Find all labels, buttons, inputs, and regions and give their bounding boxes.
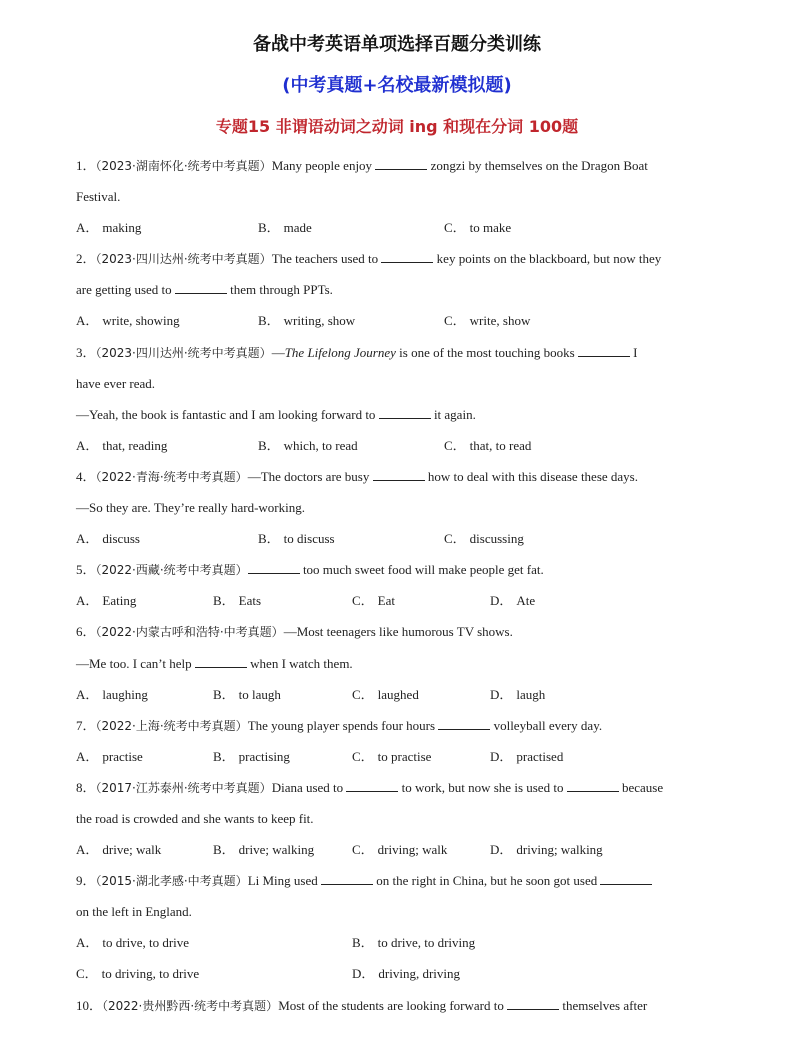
question-stem-line <box>76 616 726 647</box>
option-letter: C． <box>444 313 466 329</box>
stem-text: Festival. <box>76 189 121 205</box>
question-stem-line <box>76 865 726 896</box>
options-row <box>76 212 726 243</box>
answer-option[interactable] <box>352 741 431 772</box>
question-list <box>76 150 726 1021</box>
answer-option[interactable] <box>213 679 281 710</box>
answer-option[interactable] <box>258 430 358 461</box>
option-text: driving; walking <box>516 842 603 858</box>
question-number: 3． <box>76 344 96 360</box>
answer-blank <box>321 871 373 885</box>
options-row <box>76 958 726 989</box>
stem-text: zongzi by themselves on the Dragon Boat <box>427 158 648 173</box>
question-number: 5． <box>76 562 96 578</box>
question-stem-line <box>76 990 726 1021</box>
question-item <box>76 150 726 243</box>
options-row <box>76 741 726 772</box>
stem-text: Diana used to <box>271 779 347 795</box>
stem-text: to work, but now she is used to <box>398 779 567 795</box>
option-text: practising <box>238 748 290 764</box>
option-text: to discuss <box>283 531 335 547</box>
option-text: Ate <box>516 593 536 609</box>
option-letter: C． <box>76 966 98 982</box>
option-letter: D． <box>352 966 375 982</box>
stem-text: it again. <box>430 406 476 422</box>
question-item <box>76 772 726 865</box>
stem-text: —Most teenagers like humorous TV shows. <box>283 624 513 640</box>
answer-option[interactable] <box>76 834 161 865</box>
option-text: drive; walk <box>102 842 162 858</box>
answer-option[interactable] <box>490 741 563 772</box>
answer-option[interactable] <box>352 834 447 865</box>
option-letter: A． <box>76 842 99 858</box>
stem-text: are getting used to <box>76 282 175 298</box>
question-source: （2023·四川达州·统考中考真题） <box>95 345 272 360</box>
answer-blank <box>375 156 427 170</box>
option-text: making <box>102 220 142 236</box>
stem-text: I <box>629 344 638 360</box>
question-stem-line <box>76 710 726 741</box>
document-title: 备战中考英语单项选择百题分类训练 <box>253 34 541 55</box>
stem-text: —Me too. I can’t help <box>76 655 195 671</box>
option-letter: C． <box>352 686 374 702</box>
answer-option[interactable] <box>490 585 535 616</box>
answer-blank <box>507 996 559 1010</box>
option-text: write, showing <box>102 313 180 329</box>
option-letter: C． <box>444 531 466 547</box>
question-number: 4． <box>76 468 96 484</box>
stem-text: on the right in China, but he soon got used <box>373 873 601 889</box>
answer-option[interactable] <box>76 523 140 554</box>
question-source: （2022·贵州黔西·统考中考真题） <box>102 998 279 1013</box>
option-text: Eat <box>377 593 395 609</box>
options-row <box>76 585 726 616</box>
question-source: （2022·上海·统考中考真题） <box>95 718 248 733</box>
option-letter: B． <box>258 437 280 453</box>
option-letter: A． <box>76 935 99 951</box>
answer-option[interactable] <box>76 430 167 461</box>
option-text: drive; walking <box>238 842 315 858</box>
option-letter: B． <box>213 842 235 858</box>
question-item <box>76 337 726 461</box>
option-text: to laugh <box>238 686 281 702</box>
option-letter: C． <box>444 437 466 453</box>
question-number: 7． <box>76 717 96 733</box>
stem-text: the road is crowded and she wants to keep fit. <box>76 810 314 826</box>
answer-option[interactable] <box>352 585 395 616</box>
answer-option[interactable] <box>213 834 314 865</box>
option-letter: B． <box>352 935 374 951</box>
stem-text: how to deal with this disease these days. <box>424 468 638 484</box>
answer-option[interactable] <box>76 679 148 710</box>
option-letter: A． <box>76 531 99 547</box>
option-letter: B． <box>258 220 280 236</box>
stem-text: — <box>271 344 285 360</box>
question-stem-line <box>76 181 726 212</box>
question-number: 8． <box>76 779 96 795</box>
answer-blank <box>379 405 431 419</box>
question-stem-line <box>76 772 726 803</box>
option-text: made <box>283 220 312 236</box>
stem-text: themselves after <box>559 997 648 1013</box>
answer-blank <box>381 249 433 263</box>
stem-text: The young player spends four hours <box>247 717 439 733</box>
question-number: 1． <box>76 158 96 173</box>
question-source: （2022·西藏·统考中考真题） <box>95 563 248 578</box>
question-number: 6． <box>76 624 96 640</box>
question-number: 9． <box>76 873 96 889</box>
stem-text: volleyball every day. <box>490 717 603 733</box>
answer-blank <box>248 560 300 574</box>
stem-text: Many people enjoy <box>271 158 376 173</box>
option-letter: B． <box>258 531 280 547</box>
stem-text: Li Ming used <box>247 873 321 889</box>
question-stem-line <box>76 399 726 430</box>
option-letter: A． <box>76 220 99 236</box>
answer-option[interactable] <box>444 430 531 461</box>
question-source: （2022·青海·统考中考真题） <box>95 469 248 484</box>
option-text: writing, show <box>283 313 356 329</box>
question-item <box>76 554 726 616</box>
topic-heading: 专题15 非谓语动词之动词 ing 和现在分词 100题 <box>215 117 579 136</box>
stem-text: too much sweet food will make people get fat. <box>299 562 544 578</box>
answer-option[interactable] <box>444 523 524 554</box>
option-text: to make <box>469 220 512 236</box>
option-letter: D． <box>490 593 513 609</box>
option-text: discuss <box>102 531 140 547</box>
answer-option[interactable] <box>444 305 530 336</box>
option-text: that, reading <box>102 437 168 453</box>
answer-option[interactable] <box>352 927 475 958</box>
option-letter: C． <box>352 842 374 858</box>
book-title: The Lifelong Journey <box>284 344 396 360</box>
question-source: （2015·湖北孝感·中考真题） <box>95 874 248 889</box>
stem-text: The teachers used to <box>271 251 382 267</box>
answer-option[interactable] <box>490 834 603 865</box>
option-letter: B． <box>213 686 235 702</box>
answer-option[interactable] <box>76 212 141 243</box>
option-letter: A． <box>76 748 99 764</box>
stem-text: them through PPTs. <box>226 282 333 298</box>
option-text: which, to read <box>283 437 358 453</box>
option-letter: C． <box>444 220 466 236</box>
answer-option[interactable] <box>213 585 261 616</box>
question-source: （2022·内蒙古呼和浩特·中考真题） <box>95 625 284 640</box>
options-row <box>76 679 726 710</box>
answer-option[interactable] <box>490 679 545 710</box>
answer-blank <box>195 654 247 668</box>
option-text: practise <box>102 748 143 764</box>
option-text: practised <box>516 748 564 764</box>
stem-text: —The doctors are busy <box>247 468 373 484</box>
stem-text: —So they are. They’re really hard-working. <box>76 500 305 516</box>
option-text: laughed <box>377 686 419 702</box>
option-text: laugh <box>516 686 546 702</box>
answer-blank <box>578 343 630 357</box>
option-text: write, show <box>469 313 531 329</box>
answer-option[interactable] <box>444 212 511 243</box>
question-number: 2． <box>76 251 96 267</box>
options-row <box>76 523 726 554</box>
answer-option[interactable] <box>76 958 199 989</box>
stem-text: key points on the blackboard, but now they <box>433 251 662 267</box>
option-letter: A． <box>76 437 99 453</box>
stem-text: when I watch them. <box>246 655 353 671</box>
answer-blank <box>600 871 652 885</box>
options-row <box>76 834 726 865</box>
answer-option[interactable] <box>76 927 189 958</box>
answer-option[interactable] <box>76 585 136 616</box>
option-letter: B． <box>213 593 235 609</box>
option-letter: A． <box>76 313 99 329</box>
option-letter: D． <box>490 686 513 702</box>
option-text: driving; walk <box>377 842 448 858</box>
question-item <box>76 616 726 709</box>
question-stem-line <box>76 243 726 274</box>
answer-blank <box>567 778 619 792</box>
option-text: Eats <box>238 593 262 609</box>
stem-text: because <box>618 779 664 795</box>
option-letter: D． <box>490 842 513 858</box>
question-source: （2017·江苏泰州·统考中考真题） <box>95 780 272 795</box>
question-stem-line <box>76 492 726 523</box>
question-source: （2023·湖南怀化·统考中考真题） <box>95 159 272 173</box>
stem-text: on the left in England. <box>76 904 192 920</box>
answer-option[interactable] <box>258 523 335 554</box>
stem-text: Most of the students are looking forward to <box>278 997 508 1013</box>
option-text: to drive, to drive <box>102 935 190 951</box>
option-letter: A． <box>76 593 99 609</box>
option-letter: C． <box>352 748 374 764</box>
question-number: 10． <box>76 997 103 1013</box>
option-letter: B． <box>258 313 280 329</box>
question-stem-line <box>76 368 726 399</box>
answer-option[interactable] <box>213 741 290 772</box>
options-row <box>76 305 726 336</box>
option-letter: B． <box>213 748 235 764</box>
question-item <box>76 865 726 989</box>
option-text: that, to read <box>469 437 532 453</box>
option-text: to driving, to drive <box>101 966 200 982</box>
answer-option[interactable] <box>258 305 355 336</box>
answer-option[interactable] <box>76 305 180 336</box>
option-letter: A． <box>76 686 99 702</box>
option-text: Eating <box>102 593 137 609</box>
stem-text: is one of the most touching books <box>395 344 578 360</box>
answer-option[interactable] <box>76 741 143 772</box>
question-item <box>76 990 726 1021</box>
question-item <box>76 461 726 554</box>
question-stem-line <box>76 648 726 679</box>
answer-blank <box>175 280 227 294</box>
question-stem-line <box>76 461 726 492</box>
stem-text: have ever read. <box>76 375 156 391</box>
option-text: to practise <box>377 748 432 764</box>
option-letter: D． <box>490 748 513 764</box>
stem-text: —Yeah, the book is fantastic and I am looking forward to <box>76 406 379 422</box>
answer-blank <box>438 716 490 730</box>
answer-blank <box>373 467 425 481</box>
question-stem-line <box>76 803 726 834</box>
options-row <box>76 927 726 958</box>
question-stem-line <box>76 896 726 927</box>
question-item <box>76 710 726 772</box>
answer-blank <box>346 778 398 792</box>
option-text: discussing <box>469 531 524 547</box>
option-letter: C． <box>352 593 374 609</box>
question-stem-line <box>76 337 726 368</box>
question-stem-line <box>76 274 726 305</box>
question-stem-line <box>76 554 726 585</box>
answer-option[interactable] <box>352 679 419 710</box>
answer-option[interactable] <box>352 958 460 989</box>
question-source: （2023·四川达州·统考中考真题） <box>95 252 272 267</box>
question-item <box>76 243 726 336</box>
option-text: to drive, to driving <box>377 935 476 951</box>
option-text: laughing <box>102 686 148 702</box>
answer-option[interactable] <box>258 212 312 243</box>
options-row <box>76 430 726 461</box>
document-subtitle: (中考真题+名校最新模拟题) <box>282 75 512 96</box>
option-text: driving, driving <box>378 966 460 982</box>
question-stem-line <box>76 150 726 181</box>
